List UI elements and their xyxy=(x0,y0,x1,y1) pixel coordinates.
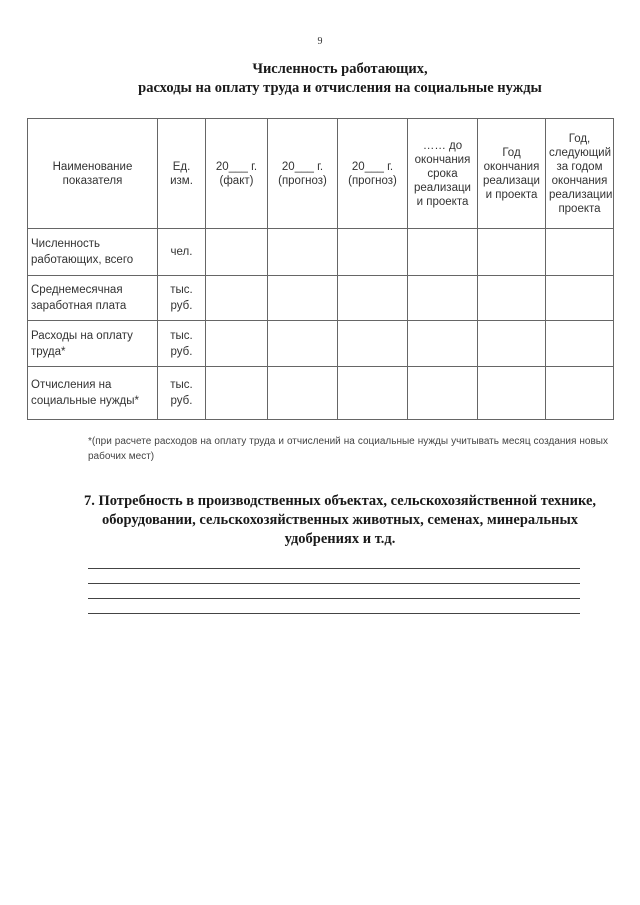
value-cell xyxy=(268,367,338,420)
value-cell xyxy=(478,276,546,321)
row-unit-cell: тыс. руб. xyxy=(158,321,206,367)
value-cell xyxy=(478,229,546,276)
fill-line xyxy=(88,598,580,599)
fill-line xyxy=(88,583,580,584)
staff-expenses-table xyxy=(27,118,614,420)
section-7-heading: 7. Потребность в производственных объектах, сельскохозяйственной технике, оборудовании, сельскохозяйственных животных, семенах, минеральных удобрениях и т.д. xyxy=(83,493,597,547)
value-cell xyxy=(546,367,614,420)
value-cell xyxy=(478,321,546,367)
table-row xyxy=(28,367,614,420)
header-cell: …… до окончания срока реализаци и проекта xyxy=(408,119,478,229)
value-cell xyxy=(338,276,408,321)
fill-line xyxy=(88,568,580,569)
value-cell xyxy=(338,367,408,420)
value-cell xyxy=(338,229,408,276)
value-cell xyxy=(408,321,478,367)
header-cell: Ед. изм. xyxy=(158,119,206,229)
value-cell xyxy=(408,276,478,321)
table-row xyxy=(28,276,614,321)
table-row xyxy=(28,229,614,276)
header-row xyxy=(28,119,614,229)
value-cell xyxy=(206,367,268,420)
header-cell: Наименование показателя xyxy=(28,119,158,229)
row-unit-cell: чел. xyxy=(158,229,206,276)
row-name-cell: Расходы на оплату труда* xyxy=(28,321,158,367)
table-title xyxy=(40,60,640,98)
header-cell: 20___ г. (факт) xyxy=(206,119,268,229)
row-name-cell: Отчисления на социальные нужды* xyxy=(28,367,158,420)
value-cell xyxy=(206,229,268,276)
value-cell xyxy=(546,229,614,276)
value-cell xyxy=(206,276,268,321)
header-cell: 20___ г. (прогноз) xyxy=(268,119,338,229)
value-cell xyxy=(546,276,614,321)
value-cell xyxy=(408,367,478,420)
title-line-2: расходы на оплату труда и отчисления на социальные нужды xyxy=(138,80,542,96)
title-line-1: Численность работающих, xyxy=(252,61,428,77)
value-cell xyxy=(478,367,546,420)
header-cell: 20___ г. (прогноз) xyxy=(338,119,408,229)
value-cell xyxy=(408,229,478,276)
table-row xyxy=(28,321,614,367)
fill-line xyxy=(88,613,580,614)
value-cell xyxy=(546,321,614,367)
value-cell xyxy=(268,321,338,367)
row-name-cell: Численность работающих, всего xyxy=(28,229,158,276)
row-unit-cell: тыс. руб. xyxy=(158,276,206,321)
row-name-cell: Среднемесячная заработная плата xyxy=(28,276,158,321)
value-cell xyxy=(338,321,408,367)
header-cell: Год окончания реализаци и проекта xyxy=(478,119,546,229)
row-unit-cell: тыс. руб. xyxy=(158,367,206,420)
value-cell xyxy=(206,321,268,367)
value-cell xyxy=(268,229,338,276)
footnote: *(при расчете расходов на оплату труда и отчислений на социальные нужды учитывать месяц создания новых рабочих мест) xyxy=(88,436,608,462)
header-cell: Год, следующий за годом окончания реализации проекта xyxy=(546,119,614,229)
value-cell xyxy=(268,276,338,321)
page-number: 9 xyxy=(317,36,323,47)
